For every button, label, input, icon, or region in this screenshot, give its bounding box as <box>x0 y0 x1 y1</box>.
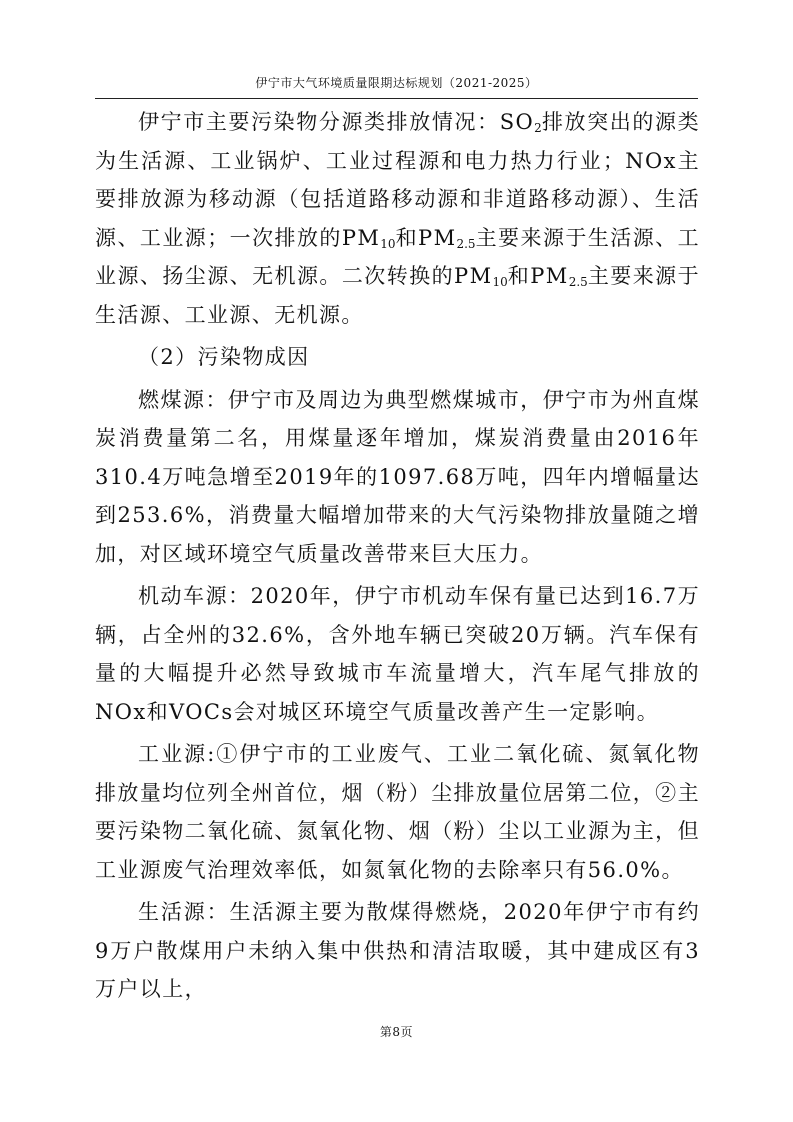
paragraph-source-emissions <box>95 103 700 334</box>
document-body <box>95 103 700 1009</box>
p1-sub-c: 2.5 <box>456 236 476 251</box>
paragraph-vehicle-source: 机动车源：2020年，伊宁市机动车保有量已达到16.7万辆，占全州的32.6%，含外地车辆已突破20万辆。汽车保有量的大幅提升必然导致城市车流量增大，汽车尾气排放的NOx和VOCs会对城区环境空气质量改善产生一定影响。 <box>95 584 700 724</box>
p1-text-a: 伊宁市主要污染物分源类排放情况：SO <box>138 110 535 134</box>
p1-text-f: 主要来源于生活源、工业源、无机源。 <box>95 264 700 327</box>
p1-sub-d: 10 <box>492 275 508 289</box>
paragraph-coal-source: 燃煤源：伊宁市及周边为典型燃煤城市，伊宁市为州直煤炭消费量第二名，用煤量逐年增加，煤炭消费量由2016年310.4万吨急增至2019年的1097.68万吨，四年内增幅量达到253.6%，消费量大幅增加带来的大气污染物排放量随之增加，对区域环境空气质量改善带来巨大压力。 <box>95 387 700 566</box>
page-number: 第8页 <box>379 1025 414 1039</box>
p1-sub-e: 2.5 <box>568 275 588 289</box>
p1-sub-a: 2 <box>534 121 542 135</box>
p1-text-d: 主要来源于生活源、工业源、扬尘源、无机源。二次转换的PM <box>95 225 700 288</box>
p1-text-c: 和PM <box>395 225 457 250</box>
p1-text-b: 排放突出的源类为生活源、工业锅炉、工业过程源和电力热力行业；NOx主要排放源为移动源（包括道路移动源和非道路移动源）、生活源、工业源；一次排放的PM <box>95 110 700 250</box>
header-title: 伊宁市大气环境质量限期达标规划（2021-2025） <box>255 76 538 90</box>
p1-sub-b: 10 <box>380 236 396 251</box>
paragraph-industrial-source: 工业源:①伊宁市的工业废气、工业二氧化硫、氮氧化物排放量均位列全州首位，烟（粉）尘排放量位居第二位，②主要污染物二氧化硫、氮氧化物、烟（粉）尘以工业源为主，但工业源废气治理效率低，如氮氧化物的去除率只有56.0%。 <box>95 742 700 882</box>
section-heading: （2）污染物成因 <box>138 345 310 369</box>
p1-text-e: 和PM <box>507 264 569 288</box>
page-footer <box>0 1023 793 1040</box>
page-header <box>95 72 698 99</box>
paragraph-living-source: 生活源：生活源主要为散煤得燃烧，2020年伊宁市有约9万户散煤用户未纳入集中供热和清洁取暖，其中建成区有3万户以上， <box>95 900 700 1001</box>
